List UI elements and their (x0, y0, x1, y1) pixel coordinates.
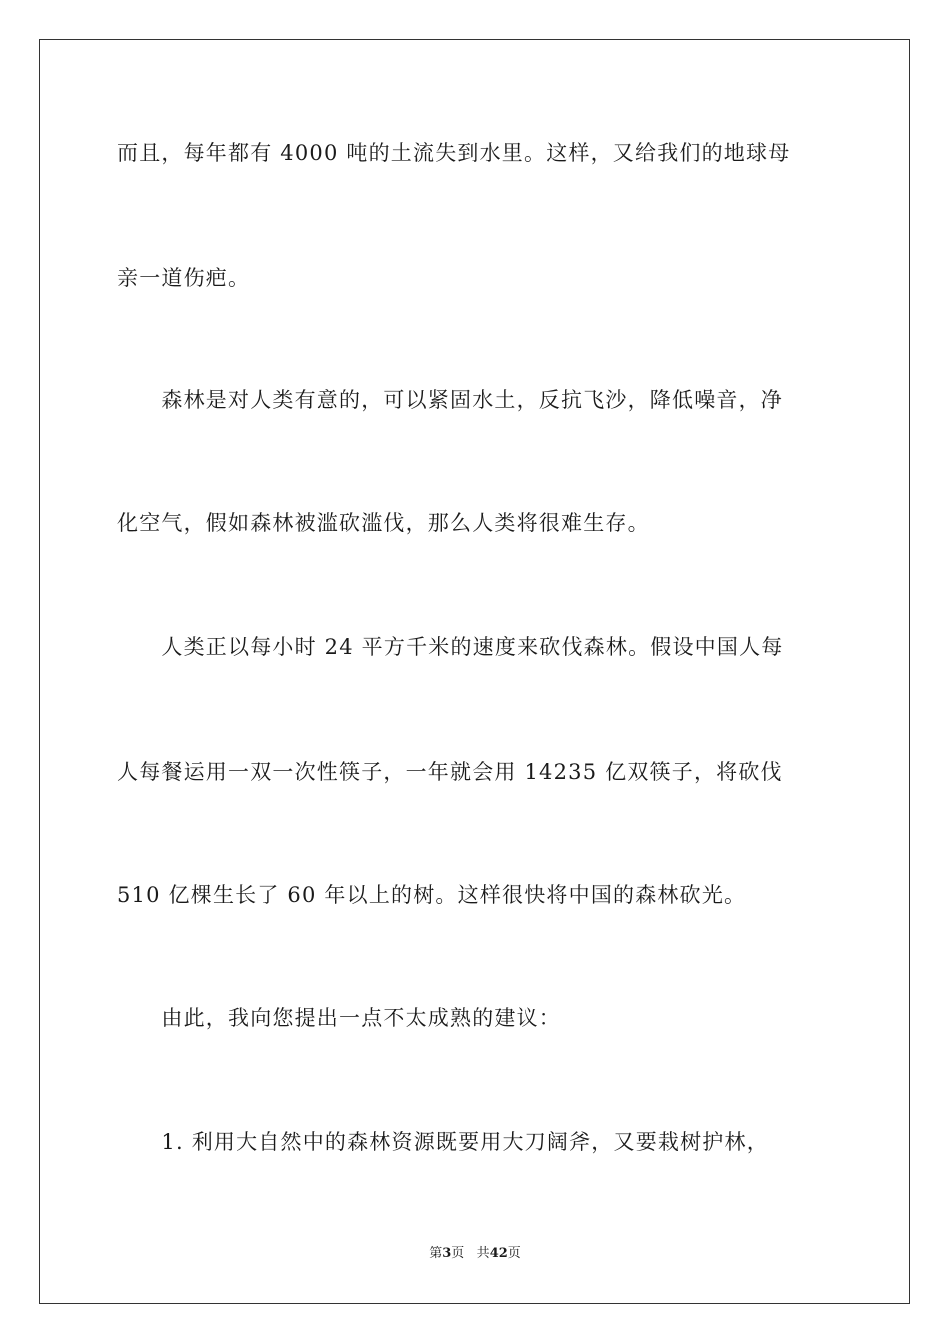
total-prefix: 共 (476, 1246, 490, 1261)
text-line-4: 化空气，假如森林被滥砍滥伐，那么人类将很难生存。 (117, 511, 650, 535)
page-total: 42 (489, 1246, 508, 1261)
page-current: 3 (442, 1246, 452, 1261)
page-border (39, 39, 910, 1304)
text-line-5: 人类正以每小时 24 平方千米的速度来砍伐森林。假设中国人每 (117, 635, 784, 659)
text-line-1: 而且，每年都有 4000 吨的土流失到水里。这样，又给我们的地球母 (117, 141, 791, 165)
text-line-6: 人每餐运用一双一次性筷子，一年就会用 14235 亿双筷子，将砍伐 (117, 760, 783, 784)
total-suffix: 页 (507, 1246, 521, 1261)
text-line-2: 亲一道伤疤。 (117, 266, 251, 290)
text-line-9: 1. 利用大自然中的森林资源既要用大刀阔斧，又要栽树护林， (117, 1130, 769, 1154)
text-line-3: 森林是对人类有意的，可以紧固水土，反抗飞沙，降低噪音，净 (117, 388, 783, 412)
page-footer (0, 1245, 950, 1263)
text-line-8: 由此，我向您提出一点不太成熟的建议： (117, 1006, 561, 1030)
page-suffix: 页 (451, 1246, 465, 1261)
page-prefix: 第 (429, 1246, 443, 1261)
text-line-7: 510 亿棵生长了 60 年以上的树。这样很快将中国的森林砍光。 (117, 883, 747, 907)
